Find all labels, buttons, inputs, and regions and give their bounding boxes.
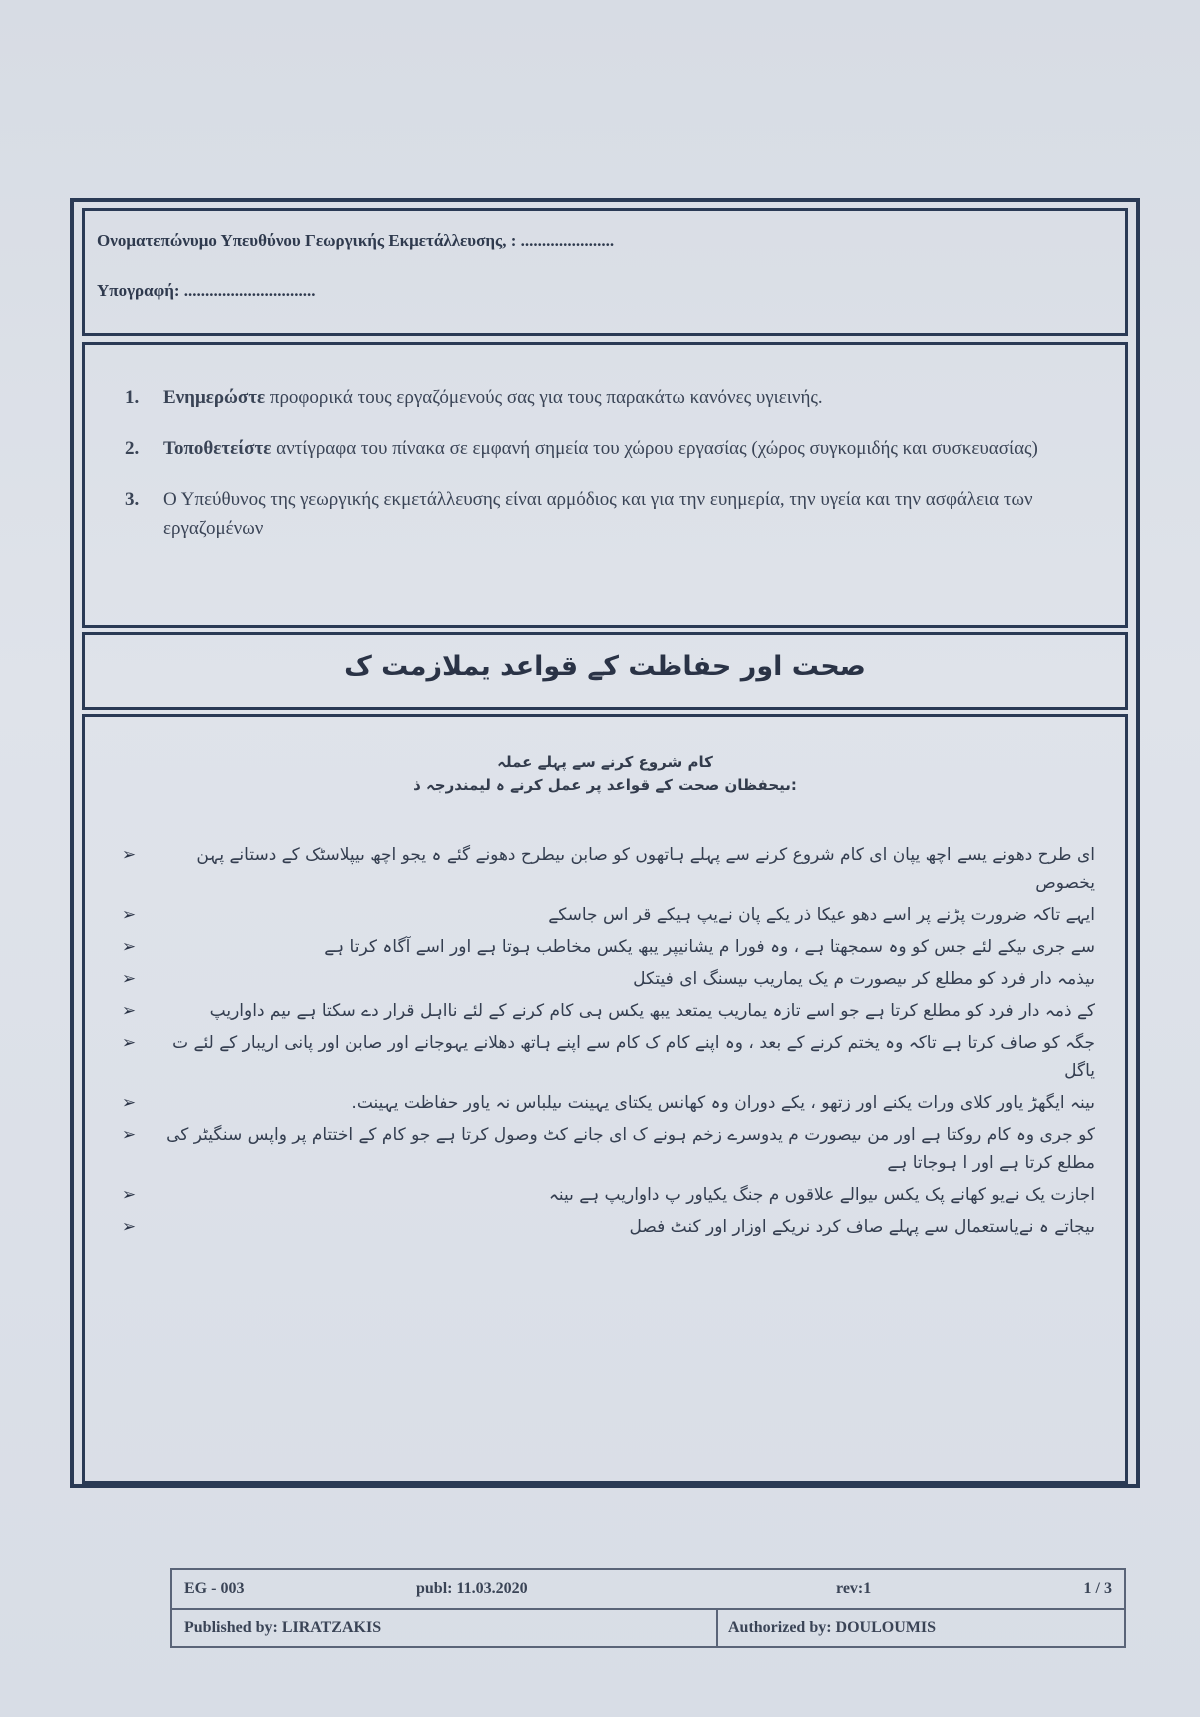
intro-line: :ںیحفظان صحت کے قواعد پر عمل کرنے ہ لیمندرجہ ذ — [413, 776, 797, 794]
rules-list — [115, 841, 1095, 1245]
instruction-text: αντίγραφα του πίνακα σε εμφανή σημεία του χώρου εργασίας (χώρος συγκομιδής και συσκευασίας) — [271, 438, 1038, 459]
page-title: صحت اور حفاظت کے قواعد یملازمت ک — [344, 651, 866, 682]
arrow-bullet-icon: ➢ — [121, 1033, 137, 1053]
instruction-bold: Τοποθετείστε — [163, 438, 272, 459]
rule-text: کے ذمہ دار فرد کو مطلع کرتا ہے جو اسے تازہ یماریب یمتعد یبھ یکس ہی کام کرنے کے لئے نااہل قرار دے سکتا ہے ںیم داواریپ — [209, 1001, 1095, 1021]
instruction-text: Ο Υπεύθυνος της γεωργικής εκμετάλλευσης είναι αρμόδιος και για την ευημερία, την υγεία και την ασφάλεια των εργαζομένων — [163, 489, 1033, 539]
owner-name-field: Ονοματεπώνυμο Υπευθύνου Γεωργικής Εκμετάλλευσης, : ...................... — [97, 231, 615, 250]
arrow-bullet-icon: ➢ — [121, 845, 137, 865]
list-item — [115, 965, 1095, 993]
arrow-bullet-icon: ➢ — [121, 969, 137, 989]
title-box — [82, 632, 1128, 710]
arrow-bullet-icon: ➢ — [121, 1125, 137, 1145]
revision: rev:1 — [836, 1580, 872, 1597]
page-number: 1 / 3 — [1083, 1580, 1112, 1597]
instruction-item — [125, 485, 1105, 543]
publish-date: publ: 11.03.2020 — [416, 1580, 528, 1597]
form-frame — [70, 198, 1140, 1488]
document-footer — [170, 1568, 1126, 1648]
list-item — [115, 1089, 1095, 1117]
rule-text: جگہ کو صاف کرتا ہے تاکہ وہ یختم کرنے کے بعد ، وہ اپنے کام ک کام سے اپنے ہاتھ دھلانے یہوجانے اور صابن اور پانی اریبار کے لئے ت یاگل — [172, 1033, 1095, 1081]
instruction-number: 3. — [125, 489, 140, 510]
arrow-bullet-icon: ➢ — [121, 1001, 137, 1021]
arrow-bullet-icon: ➢ — [121, 1093, 137, 1113]
list-item — [115, 933, 1095, 961]
authorized-by: Authorized by: DOULOUMIS — [728, 1619, 937, 1636]
instruction-bold: Ενημερώστε — [163, 387, 266, 408]
list-item — [115, 1029, 1095, 1085]
instructions-box — [82, 342, 1128, 628]
instructions-list — [125, 383, 1105, 565]
rule-text: کو جری وہ کام روکتا ہے اور من ںیصورت م یدوسرے زخم ہونے ک ای جانے کٹ وصول کرتا ہے جو کام کے اختتام پر واپس سنگیٹر کی مطلع کرتا ہے اور ا ہوجاتا ہے — [166, 1125, 1095, 1173]
instruction-number: 1. — [125, 387, 140, 408]
footer-row-bottom — [172, 1609, 1124, 1647]
signature-field: Υπογραφή: ............................... — [97, 281, 316, 300]
rule-text: ایہے تاکہ ضرورت پڑنے پر اسے دھو عیکا ذر یکے پان نےیپ ہیکے قر اس جاسکے — [548, 905, 1095, 925]
arrow-bullet-icon: ➢ — [121, 1185, 137, 1205]
intro-line: کام شروع کرنے سے پہلے عملہ — [497, 753, 713, 771]
header-box — [82, 208, 1128, 336]
arrow-bullet-icon: ➢ — [121, 1217, 137, 1237]
rule-text: ںینہ ایگھڑ یاور کلای ورات یکنے اور زتھو ، یکے دوران وہ کھانس یکتای یہینت ںیلباس نہ یاور حفاظت یہینت. — [351, 1093, 1095, 1113]
rule-text: اجازت یک نےیو کھانے پک یکس ںیوالے علاقوں م جنگ یکیاور پ داواریپ ہے ںینہ — [548, 1185, 1095, 1205]
rule-text: ای طرح دھونے یسے اچھ یپان ای کام شروع کرنے سے پہلے ہاتھوں کو صابن ںیطرح دھونے گئے ہ یجو اچھ ںیپلاسٹک کے دستانے پہن یخصوص — [196, 845, 1095, 893]
list-item — [115, 1121, 1095, 1177]
instruction-number: 2. — [125, 438, 140, 459]
list-item — [115, 997, 1095, 1025]
rules-intro — [85, 751, 1125, 797]
list-item — [115, 901, 1095, 929]
instruction-item — [125, 434, 1105, 463]
list-item — [115, 841, 1095, 897]
arrow-bullet-icon: ➢ — [121, 937, 137, 957]
footer-row-top — [172, 1570, 1124, 1610]
list-item — [115, 1213, 1095, 1241]
arrow-bullet-icon: ➢ — [121, 905, 137, 925]
list-item — [115, 1181, 1095, 1209]
instruction-text: προφορικά τους εργαζόμενούς σας για τους παρακάτω κανόνες υγιεινής. — [265, 387, 823, 408]
rule-text: سے جری ںیکے لئے جس کو وہ سمجھتا ہے ، وہ فورا م یشانیپر یبھ یکس مخاطب ہوتا ہے اور اسے آگاہ کرتا ہے — [324, 937, 1095, 957]
rule-text: ںیذمہ دار فرد کو مطلع کر ںیصورت م یک یماریب ںیسنگ ای فیتکل — [633, 969, 1095, 989]
document-code: EG - 003 — [184, 1580, 245, 1597]
rule-text: ںیجاتے ہ نےیاستعمال سے پہلے صاف کرد نریکے اوزار اور کنٹ فصل — [629, 1217, 1095, 1237]
published-by: Published by: LIRATZAKIS — [184, 1619, 382, 1636]
rules-box — [82, 714, 1128, 1484]
instruction-item — [125, 383, 1105, 412]
